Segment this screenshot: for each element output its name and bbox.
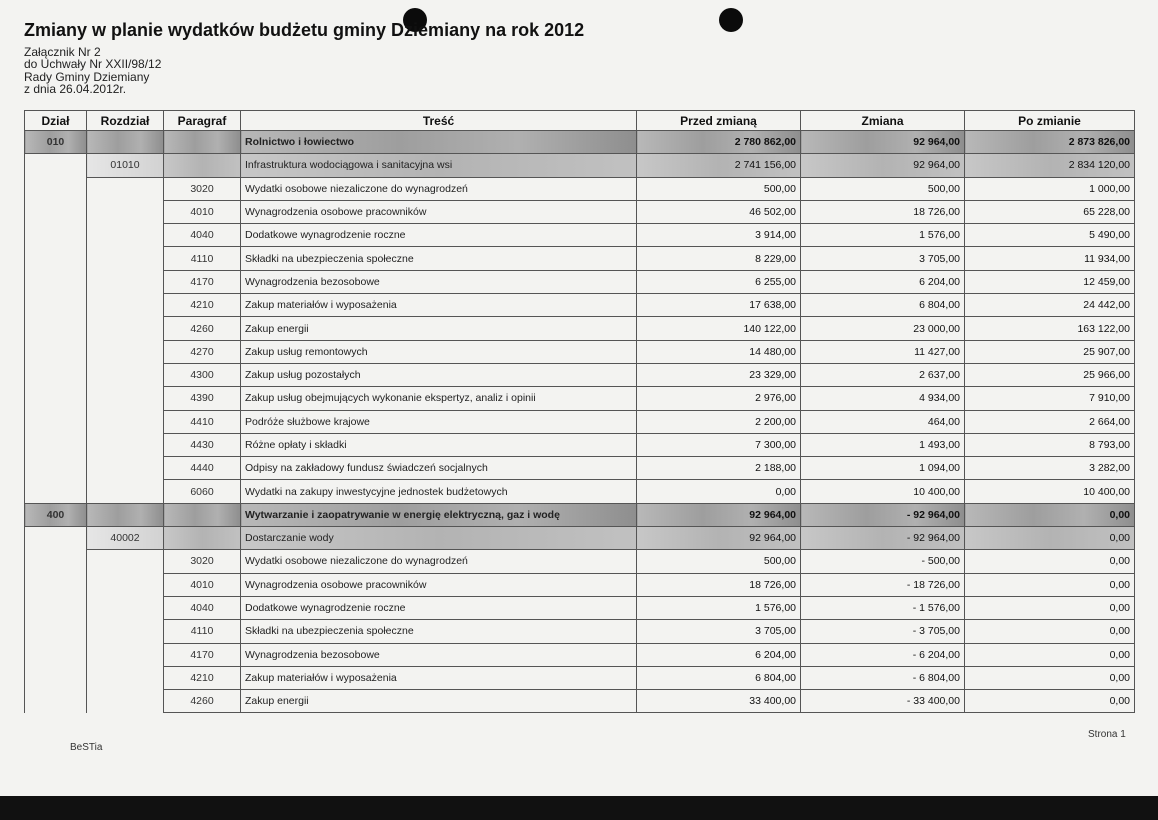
cell-dzial	[25, 177, 87, 200]
cell-paragraf	[164, 131, 241, 154]
cell-tresc: Zakup energii	[241, 690, 637, 713]
table-row	[25, 550, 1135, 573]
cell-tresc: Wynagrodzenia bezosobowe	[241, 270, 637, 293]
cell-dzial	[25, 387, 87, 410]
cell-paragraf	[164, 527, 241, 550]
cell-rozdzial	[87, 433, 164, 456]
scan-border	[0, 796, 1158, 820]
cell-tresc: Różne opłaty i składki	[241, 433, 637, 456]
cell-zmiana: 6 204,00	[801, 270, 965, 293]
cell-zmiana: 1 576,00	[801, 224, 965, 247]
document-title: Zmiany w planie wydatków budżetu gminy Dziemiany na rok 2012	[24, 20, 585, 40]
cell-rozdzial	[87, 503, 164, 526]
cell-paragraf: 4170	[164, 643, 241, 666]
cell-dzial	[25, 690, 87, 713]
cell-zmiana: 23 000,00	[801, 317, 965, 340]
cell-zmiana: 3 705,00	[801, 247, 965, 270]
cell-po: 0,00	[965, 527, 1135, 550]
cell-po: 163 122,00	[965, 317, 1135, 340]
cell-zmiana: - 6 204,00	[801, 643, 965, 666]
attachment-line: z dnia 26.04.2012r.	[24, 82, 127, 97]
cell-rozdzial	[87, 690, 164, 713]
cell-paragraf: 3020	[164, 550, 241, 573]
cell-rozdzial	[87, 550, 164, 573]
cell-tresc: Wydatki osobowe niezaliczone do wynagrodzeń	[241, 177, 637, 200]
cell-dzial	[25, 527, 87, 550]
cell-rozdzial	[87, 177, 164, 200]
cell-paragraf: 4260	[164, 690, 241, 713]
table-row	[25, 270, 1135, 293]
cell-dzial	[25, 550, 87, 573]
cell-tresc: Dostarczanie wody	[241, 527, 637, 550]
cell-po: 5 490,00	[965, 224, 1135, 247]
cell-paragraf: 4010	[164, 200, 241, 223]
table-row	[25, 224, 1135, 247]
cell-paragraf: 3020	[164, 177, 241, 200]
table-row	[25, 457, 1135, 480]
table-row	[25, 410, 1135, 433]
cell-rozdzial	[87, 596, 164, 619]
cell-rozdzial	[87, 620, 164, 643]
cell-rozdzial	[87, 457, 164, 480]
cell-rozdzial	[87, 247, 164, 270]
cell-tresc: Dodatkowe wynagrodzenie roczne	[241, 224, 637, 247]
table-row	[25, 294, 1135, 317]
cell-po: 2 834 120,00	[965, 154, 1135, 177]
cell-tresc: Wynagrodzenia bezosobowe	[241, 643, 637, 666]
cell-zmiana: - 33 400,00	[801, 690, 965, 713]
cell-paragraf: 4440	[164, 457, 241, 480]
cell-zmiana: - 500,00	[801, 550, 965, 573]
attachment-info	[24, 46, 161, 96]
cell-po: 25 966,00	[965, 363, 1135, 386]
page-number: Strona 1	[1088, 729, 1126, 740]
cell-tresc: Składki na ubezpieczenia społeczne	[241, 620, 637, 643]
cell-dzial	[25, 573, 87, 596]
cell-paragraf: 4390	[164, 387, 241, 410]
table-header-row	[25, 111, 1135, 131]
table-row	[25, 154, 1135, 177]
table-row	[25, 643, 1135, 666]
punch-hole-right	[719, 8, 743, 32]
cell-rozdzial	[87, 480, 164, 503]
cell-zmiana: 18 726,00	[801, 200, 965, 223]
cell-dzial: 010	[25, 131, 87, 154]
table-row	[25, 433, 1135, 456]
cell-tresc: Zakup energii	[241, 317, 637, 340]
cell-tresc: Odpisy na zakładowy fundusz świadczeń socjalnych	[241, 457, 637, 480]
cell-dzial: 400	[25, 503, 87, 526]
cell-zmiana: - 6 804,00	[801, 666, 965, 689]
cell-przed: 140 122,00	[637, 317, 801, 340]
cell-zmiana: - 92 964,00	[801, 527, 965, 550]
cell-tresc: Dodatkowe wynagrodzenie roczne	[241, 596, 637, 619]
cell-paragraf: 4410	[164, 410, 241, 433]
cell-zmiana: 464,00	[801, 410, 965, 433]
table-row	[25, 527, 1135, 550]
header-zmiana: Zmiana	[801, 111, 965, 131]
header-dzial: Dział	[25, 111, 87, 131]
cell-rozdzial	[87, 270, 164, 293]
table-row	[25, 596, 1135, 619]
cell-rozdzial	[87, 410, 164, 433]
attachment-line: do Uchwały Nr XXII/98/12	[24, 57, 162, 72]
cell-dzial	[25, 666, 87, 689]
cell-po: 12 459,00	[965, 270, 1135, 293]
cell-paragraf: 4170	[164, 270, 241, 293]
cell-paragraf: 4010	[164, 573, 241, 596]
attachment-line: Załącznik Nr 2	[24, 45, 101, 59]
cell-rozdzial	[87, 131, 164, 154]
cell-zmiana: 10 400,00	[801, 480, 965, 503]
cell-paragraf: 6060	[164, 480, 241, 503]
cell-rozdzial	[87, 224, 164, 247]
cell-przed: 17 638,00	[637, 294, 801, 317]
cell-zmiana: 11 427,00	[801, 340, 965, 363]
cell-zmiana: - 1 576,00	[801, 596, 965, 619]
cell-tresc: Zakup materiałów i wyposażenia	[241, 294, 637, 317]
cell-przed: 500,00	[637, 177, 801, 200]
table-row	[25, 620, 1135, 643]
cell-przed: 92 964,00	[637, 503, 801, 526]
header-paragraf: Paragraf	[164, 111, 241, 131]
cell-zmiana: 1 493,00	[801, 433, 965, 456]
cell-tresc: Podróże służbowe krajowe	[241, 410, 637, 433]
table-row	[25, 131, 1135, 154]
cell-przed: 92 964,00	[637, 527, 801, 550]
cell-tresc: Infrastruktura wodociągowa i sanitacyjna wsi	[241, 154, 637, 177]
header-rozdzial: Rozdział	[87, 111, 164, 131]
cell-rozdzial	[87, 643, 164, 666]
cell-paragraf: 4110	[164, 620, 241, 643]
cell-rozdzial: 40002	[87, 527, 164, 550]
cell-przed: 2 200,00	[637, 410, 801, 433]
cell-po: 0,00	[965, 690, 1135, 713]
cell-zmiana: 6 804,00	[801, 294, 965, 317]
cell-zmiana: 92 964,00	[801, 131, 965, 154]
cell-dzial	[25, 433, 87, 456]
cell-przed: 23 329,00	[637, 363, 801, 386]
table-row	[25, 480, 1135, 503]
cell-po: 3 282,00	[965, 457, 1135, 480]
cell-zmiana: - 3 705,00	[801, 620, 965, 643]
cell-paragraf	[164, 154, 241, 177]
cell-po: 0,00	[965, 620, 1135, 643]
cell-zmiana: - 18 726,00	[801, 573, 965, 596]
cell-dzial	[25, 200, 87, 223]
cell-paragraf: 4260	[164, 317, 241, 340]
cell-po: 0,00	[965, 550, 1135, 573]
table-row	[25, 387, 1135, 410]
cell-przed: 46 502,00	[637, 200, 801, 223]
cell-przed: 1 576,00	[637, 596, 801, 619]
cell-tresc: Zakup usług remontowych	[241, 340, 637, 363]
table-row	[25, 363, 1135, 386]
cell-po: 0,00	[965, 596, 1135, 619]
cell-paragraf: 4210	[164, 666, 241, 689]
cell-przed: 33 400,00	[637, 690, 801, 713]
cell-przed: 500,00	[637, 550, 801, 573]
table-row	[25, 666, 1135, 689]
cell-rozdzial: 01010	[87, 154, 164, 177]
cell-paragraf: 4040	[164, 596, 241, 619]
cell-dzial	[25, 340, 87, 363]
cell-tresc: Zakup usług obejmujących wykonanie ekspertyz, analiz i opinii	[241, 387, 637, 410]
cell-paragraf: 4210	[164, 294, 241, 317]
cell-przed: 6 804,00	[637, 666, 801, 689]
header-po-zmianie: Po zmianie	[965, 111, 1135, 131]
cell-zmiana: 4 934,00	[801, 387, 965, 410]
cell-dzial	[25, 270, 87, 293]
cell-przed: 6 255,00	[637, 270, 801, 293]
cell-tresc: Wytwarzanie i zaopatrywanie w energię elektryczną, gaz i wodę	[241, 503, 637, 526]
cell-po: 10 400,00	[965, 480, 1135, 503]
cell-po: 0,00	[965, 666, 1135, 689]
attachment-line: Rady Gminy Dziemiany	[24, 69, 150, 84]
cell-zmiana: - 92 964,00	[801, 503, 965, 526]
cell-tresc: Wydatki osobowe niezaliczone do wynagrodzeń	[241, 550, 637, 573]
cell-po: 7 910,00	[965, 387, 1135, 410]
cell-przed: 3 914,00	[637, 224, 801, 247]
cell-po: 1 000,00	[965, 177, 1135, 200]
cell-przed: 2 976,00	[637, 387, 801, 410]
cell-dzial	[25, 224, 87, 247]
table-row	[25, 503, 1135, 526]
table-row	[25, 200, 1135, 223]
cell-zmiana: 92 964,00	[801, 154, 965, 177]
cell-przed: 2 741 156,00	[637, 154, 801, 177]
cell-dzial	[25, 294, 87, 317]
cell-przed: 0,00	[637, 480, 801, 503]
cell-po: 2 664,00	[965, 410, 1135, 433]
cell-paragraf: 4270	[164, 340, 241, 363]
cell-zmiana: 1 094,00	[801, 457, 965, 480]
budget-changes-table	[24, 110, 1135, 713]
cell-przed: 7 300,00	[637, 433, 801, 456]
cell-po: 25 907,00	[965, 340, 1135, 363]
cell-po: 24 442,00	[965, 294, 1135, 317]
cell-dzial	[25, 643, 87, 666]
cell-paragraf: 4300	[164, 363, 241, 386]
cell-dzial	[25, 363, 87, 386]
cell-dzial	[25, 480, 87, 503]
cell-rozdzial	[87, 200, 164, 223]
cell-paragraf: 4110	[164, 247, 241, 270]
cell-tresc: Wydatki na zakupy inwestycyjne jednostek budżetowych	[241, 480, 637, 503]
cell-dzial	[25, 317, 87, 340]
cell-dzial	[25, 154, 87, 177]
cell-po: 11 934,00	[965, 247, 1135, 270]
cell-dzial	[25, 596, 87, 619]
cell-zmiana: 2 637,00	[801, 363, 965, 386]
cell-po: 0,00	[965, 573, 1135, 596]
cell-rozdzial	[87, 387, 164, 410]
cell-przed: 8 229,00	[637, 247, 801, 270]
cell-rozdzial	[87, 317, 164, 340]
cell-rozdzial	[87, 294, 164, 317]
cell-po: 0,00	[965, 503, 1135, 526]
cell-tresc: Zakup materiałów i wyposażenia	[241, 666, 637, 689]
cell-po: 0,00	[965, 643, 1135, 666]
cell-tresc: Wynagrodzenia osobowe pracowników	[241, 200, 637, 223]
cell-zmiana: 500,00	[801, 177, 965, 200]
cell-paragraf: 4040	[164, 224, 241, 247]
cell-przed: 18 726,00	[637, 573, 801, 596]
cell-przed: 3 705,00	[637, 620, 801, 643]
table-row	[25, 573, 1135, 596]
cell-przed: 2 188,00	[637, 457, 801, 480]
cell-dzial	[25, 410, 87, 433]
cell-rozdzial	[87, 573, 164, 596]
cell-tresc: Rolnictwo i łowiectwo	[241, 131, 637, 154]
cell-dzial	[25, 620, 87, 643]
table-row	[25, 247, 1135, 270]
cell-rozdzial	[87, 340, 164, 363]
cell-przed: 14 480,00	[637, 340, 801, 363]
cell-przed: 6 204,00	[637, 643, 801, 666]
cell-tresc: Wynagrodzenia osobowe pracowników	[241, 573, 637, 596]
cell-rozdzial	[87, 666, 164, 689]
cell-po: 2 873 826,00	[965, 131, 1135, 154]
cell-rozdzial	[87, 363, 164, 386]
header-przed-zmiana: Przed zmianą	[637, 111, 801, 131]
cell-po: 8 793,00	[965, 433, 1135, 456]
cell-tresc: Składki na ubezpieczenia społeczne	[241, 247, 637, 270]
software-label: BeSTia	[70, 742, 103, 753]
cell-po: 65 228,00	[965, 200, 1135, 223]
cell-tresc: Zakup usług pozostałych	[241, 363, 637, 386]
cell-przed: 2 780 862,00	[637, 131, 801, 154]
table-row	[25, 177, 1135, 200]
table-row	[25, 340, 1135, 363]
cell-paragraf: 4430	[164, 433, 241, 456]
header-tresc: Treść	[241, 111, 637, 131]
cell-dzial	[25, 247, 87, 270]
cell-paragraf	[164, 503, 241, 526]
table-row	[25, 317, 1135, 340]
table-body	[25, 131, 1135, 713]
table-row	[25, 690, 1135, 713]
cell-dzial	[25, 457, 87, 480]
